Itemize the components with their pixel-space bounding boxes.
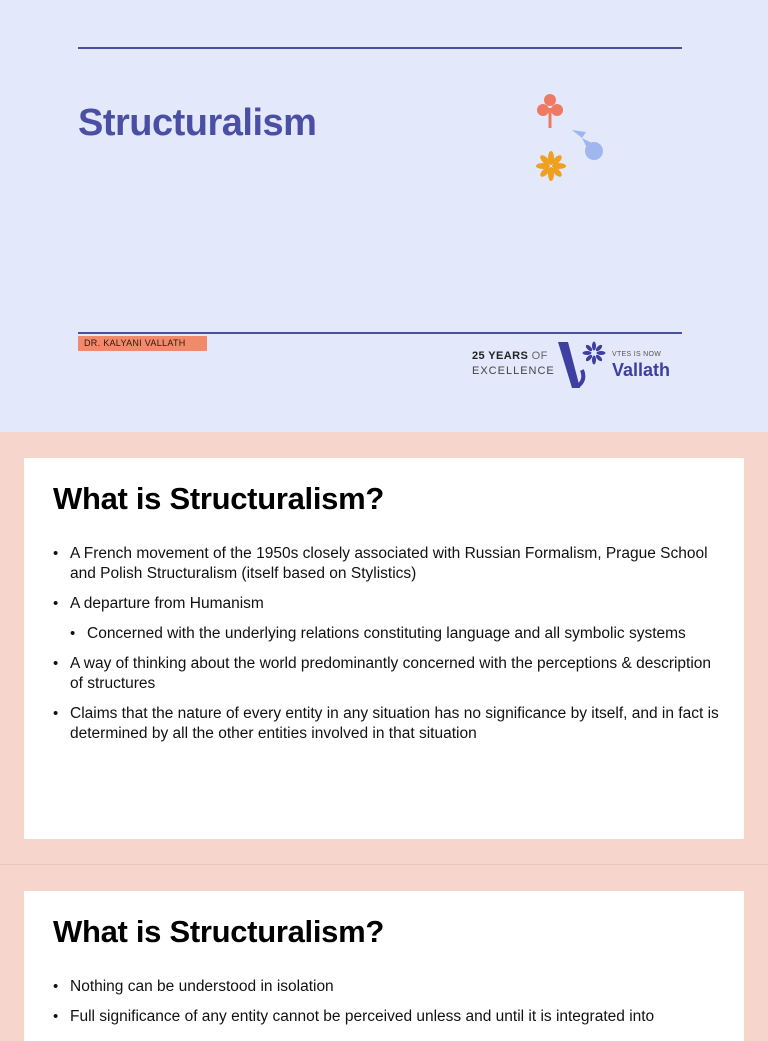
decorative-shapes (528, 88, 608, 188)
slide-heading: What is Structuralism? (53, 914, 385, 949)
slide-three (24, 891, 744, 1041)
top-rule (78, 47, 682, 49)
logo-tagline: VTES IS NOW (612, 351, 662, 358)
author-badge: DR. KALYANI VALLATH (78, 336, 207, 351)
bird-icon (572, 130, 603, 160)
vallath-logo (472, 338, 688, 392)
slide-two (24, 458, 744, 839)
flower-icon (536, 151, 566, 181)
bullet-item: • A way of thinking about the world predominantly concerned with the perceptions & description of structures (53, 654, 720, 694)
logo-brand: Vallath (612, 360, 671, 380)
slide-divider (0, 864, 768, 865)
bullet-item: • Nothing can be understood in isolation (53, 977, 720, 997)
slide-title: Structuralism (78, 102, 317, 144)
logo-excellence: EXCELLENCE (472, 365, 555, 377)
bottom-rule (78, 332, 682, 334)
title-slide (0, 0, 768, 432)
sub-bullet-item: • Concerned with the underlying relations constituting language and all symbolic systems (70, 624, 720, 644)
bullet-item: • A French movement of the 1950s closely associated with Russian Formalism, Prague School and Polish Structuralism (itself based on Stylistics) (53, 544, 720, 584)
slide-heading: What is Structuralism? (53, 481, 385, 516)
club-icon (537, 94, 563, 128)
bullet-list (53, 977, 720, 1037)
bullet-item: • Full significance of any entity cannot be perceived unless and until it is integrated into (53, 1007, 720, 1027)
v-flower-logo-icon (556, 340, 608, 390)
logo-years: 25 YEARS OF (472, 350, 548, 362)
bullet-list (53, 544, 720, 754)
bullet-item: • Claims that the nature of every entity in any situation has no significance by itself, and in fact is determined by all the other entities involved in that situation (53, 704, 720, 744)
bullet-item: • A departure from Humanism (53, 594, 720, 614)
